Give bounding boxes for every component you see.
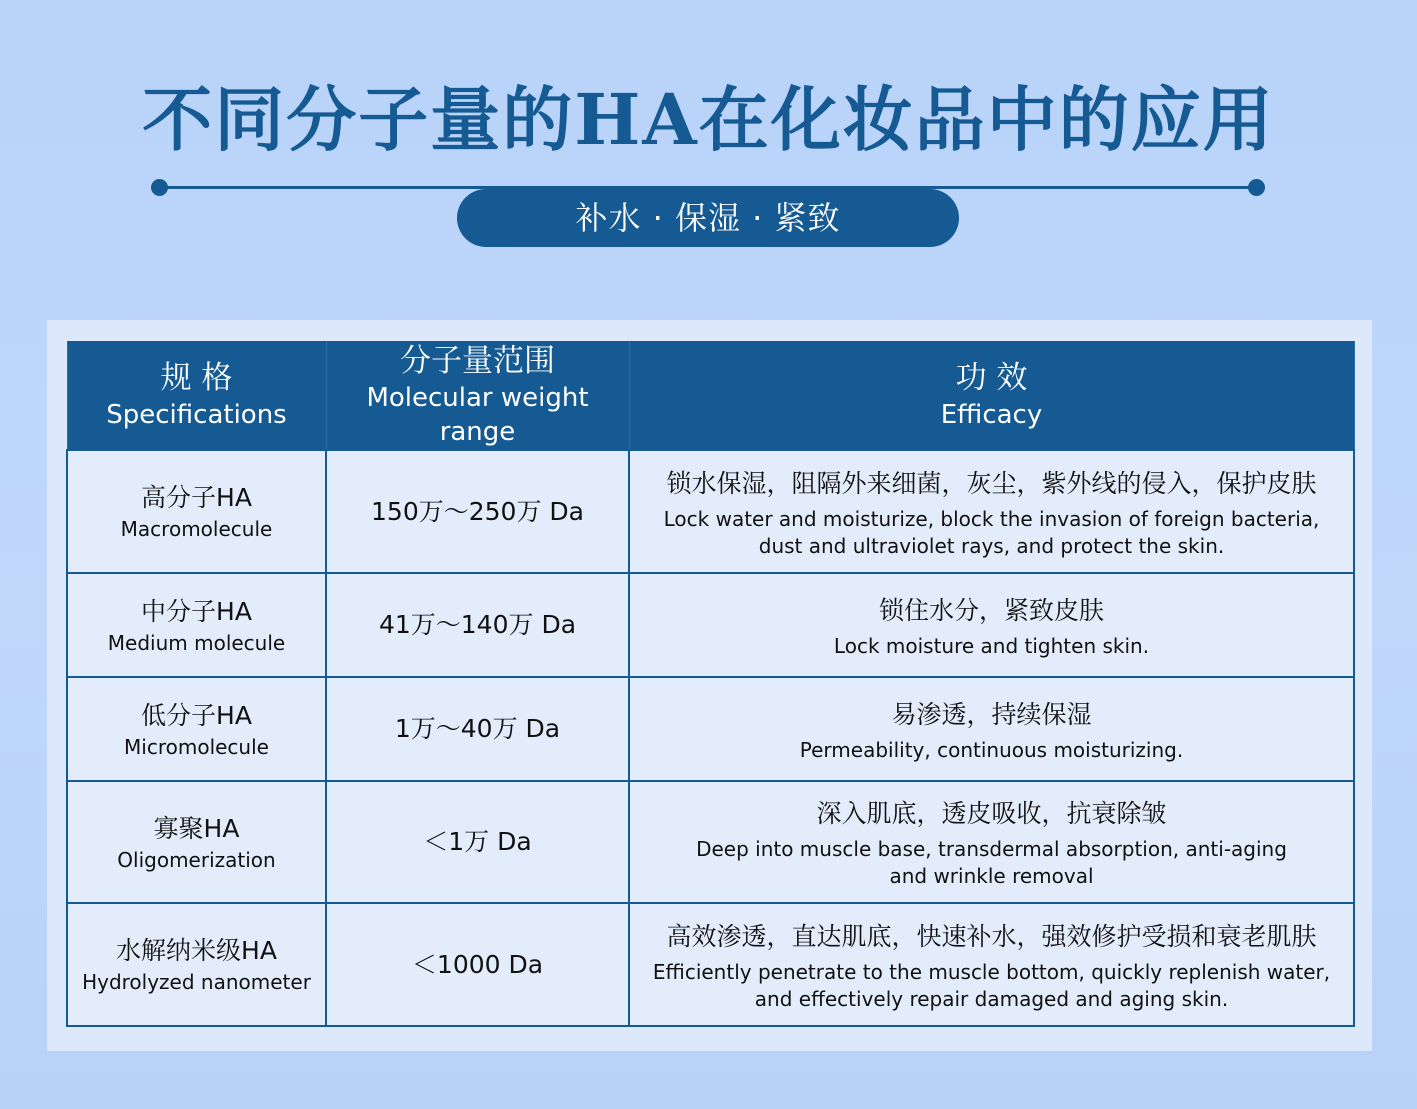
- efficacy-en-line1: Lock moisture and tighten skin.: [833, 633, 1150, 658]
- efficacy-zh: 锁水保湿，阻隔外来细菌，灰尘，紫外线的侵入，保护皮肤: [666, 468, 1317, 498]
- spec-cell: [67, 903, 326, 1026]
- range-cell: [326, 677, 629, 781]
- spec-zh: 中分子HA: [141, 596, 252, 626]
- range-value: 41万～140万 Da: [378, 610, 577, 639]
- table-row: [67, 677, 1354, 781]
- header-zh: 规 格: [160, 360, 233, 396]
- efficacy-en-line1: Deep into muscle base, transdermal absorption, anti-aging: [696, 837, 1287, 861]
- efficacy-en-line2: dust and ultraviolet rays, and protect the skin.: [758, 533, 1225, 558]
- efficacy-cell: [629, 903, 1354, 1026]
- spec-cell: [67, 677, 326, 781]
- table-row: [67, 573, 1354, 677]
- efficacy-en-line1: Permeability, continuous moisturizing.: [799, 737, 1184, 762]
- divider-dot-right: [1248, 179, 1265, 196]
- header-en: Efficacy: [940, 400, 1043, 430]
- header-efficacy: [629, 341, 1354, 450]
- subtitle-pill: 补水 · 保湿 · 紧致: [457, 189, 959, 247]
- range-cell: [326, 573, 629, 677]
- efficacy-zh: 易渗透，持续保湿: [891, 699, 1092, 729]
- spec-cell: [67, 573, 326, 677]
- spec-zh: 寡聚HA: [153, 813, 240, 843]
- spec-cell: [67, 450, 326, 573]
- table-row: [67, 450, 1354, 573]
- spec-en: Macromolecule: [120, 517, 273, 541]
- range-cell: [326, 903, 629, 1026]
- efficacy-en-line2: and wrinkle removal: [889, 864, 1094, 888]
- range-cell: [326, 450, 629, 573]
- range-value: ＜1万 Da: [423, 827, 532, 856]
- efficacy-en-line1: Lock water and moisturize, block the invasion of foreign bacteria,: [663, 506, 1320, 531]
- efficacy-zh: 高效渗透，直达肌底，快速补水，强效修护受损和衰老肌肤: [666, 921, 1317, 951]
- table-header-row: [67, 341, 1354, 450]
- efficacy-en-line2: and effectively repair damaged and aging skin.: [754, 986, 1229, 1011]
- ha-table: [66, 341, 1355, 1027]
- range-value: 1万～40万 Da: [394, 714, 561, 743]
- header-en: Specifications: [106, 400, 287, 430]
- header-zh: 分子量范围: [400, 343, 555, 379]
- efficacy-cell: [629, 450, 1354, 573]
- efficacy-cell: [629, 573, 1354, 677]
- efficacy-cell: [629, 781, 1354, 903]
- range-value: 150万～250万 Da: [371, 496, 584, 526]
- spec-en: Hydrolyzed nanometer: [82, 970, 311, 994]
- divider-dot-left: [151, 179, 168, 196]
- header-en: Molecular weight range: [366, 383, 589, 447]
- range-value: ＜1000 Da: [411, 949, 544, 979]
- spec-zh: 低分子HA: [141, 700, 252, 730]
- spec-zh: 高分子HA: [141, 483, 252, 512]
- header-specifications: [67, 341, 326, 450]
- efficacy-cell: [629, 677, 1354, 781]
- page-title: 不同分子量的HA在化妆品中的应用: [142, 78, 1275, 161]
- header-molecular-weight: [326, 341, 629, 450]
- table-row: [67, 903, 1354, 1026]
- spec-cell: [67, 781, 326, 903]
- header-zh: 功 效: [955, 360, 1028, 396]
- spec-en: Oligomerization: [117, 847, 276, 872]
- efficacy-en-line1: Efficiently penetrate to the muscle bottom, quickly replenish water,: [652, 959, 1331, 984]
- range-cell: [326, 781, 629, 903]
- table-row: [67, 781, 1354, 903]
- spec-zh: 水解纳米级HA: [116, 936, 277, 965]
- spec-en: Micromolecule: [124, 734, 269, 759]
- spec-en: Medium molecule: [107, 630, 286, 655]
- efficacy-zh: 深入肌底，透皮吸收，抗衰除皱: [816, 799, 1167, 828]
- efficacy-zh: 锁住水分，紧致皮肤: [878, 595, 1104, 625]
